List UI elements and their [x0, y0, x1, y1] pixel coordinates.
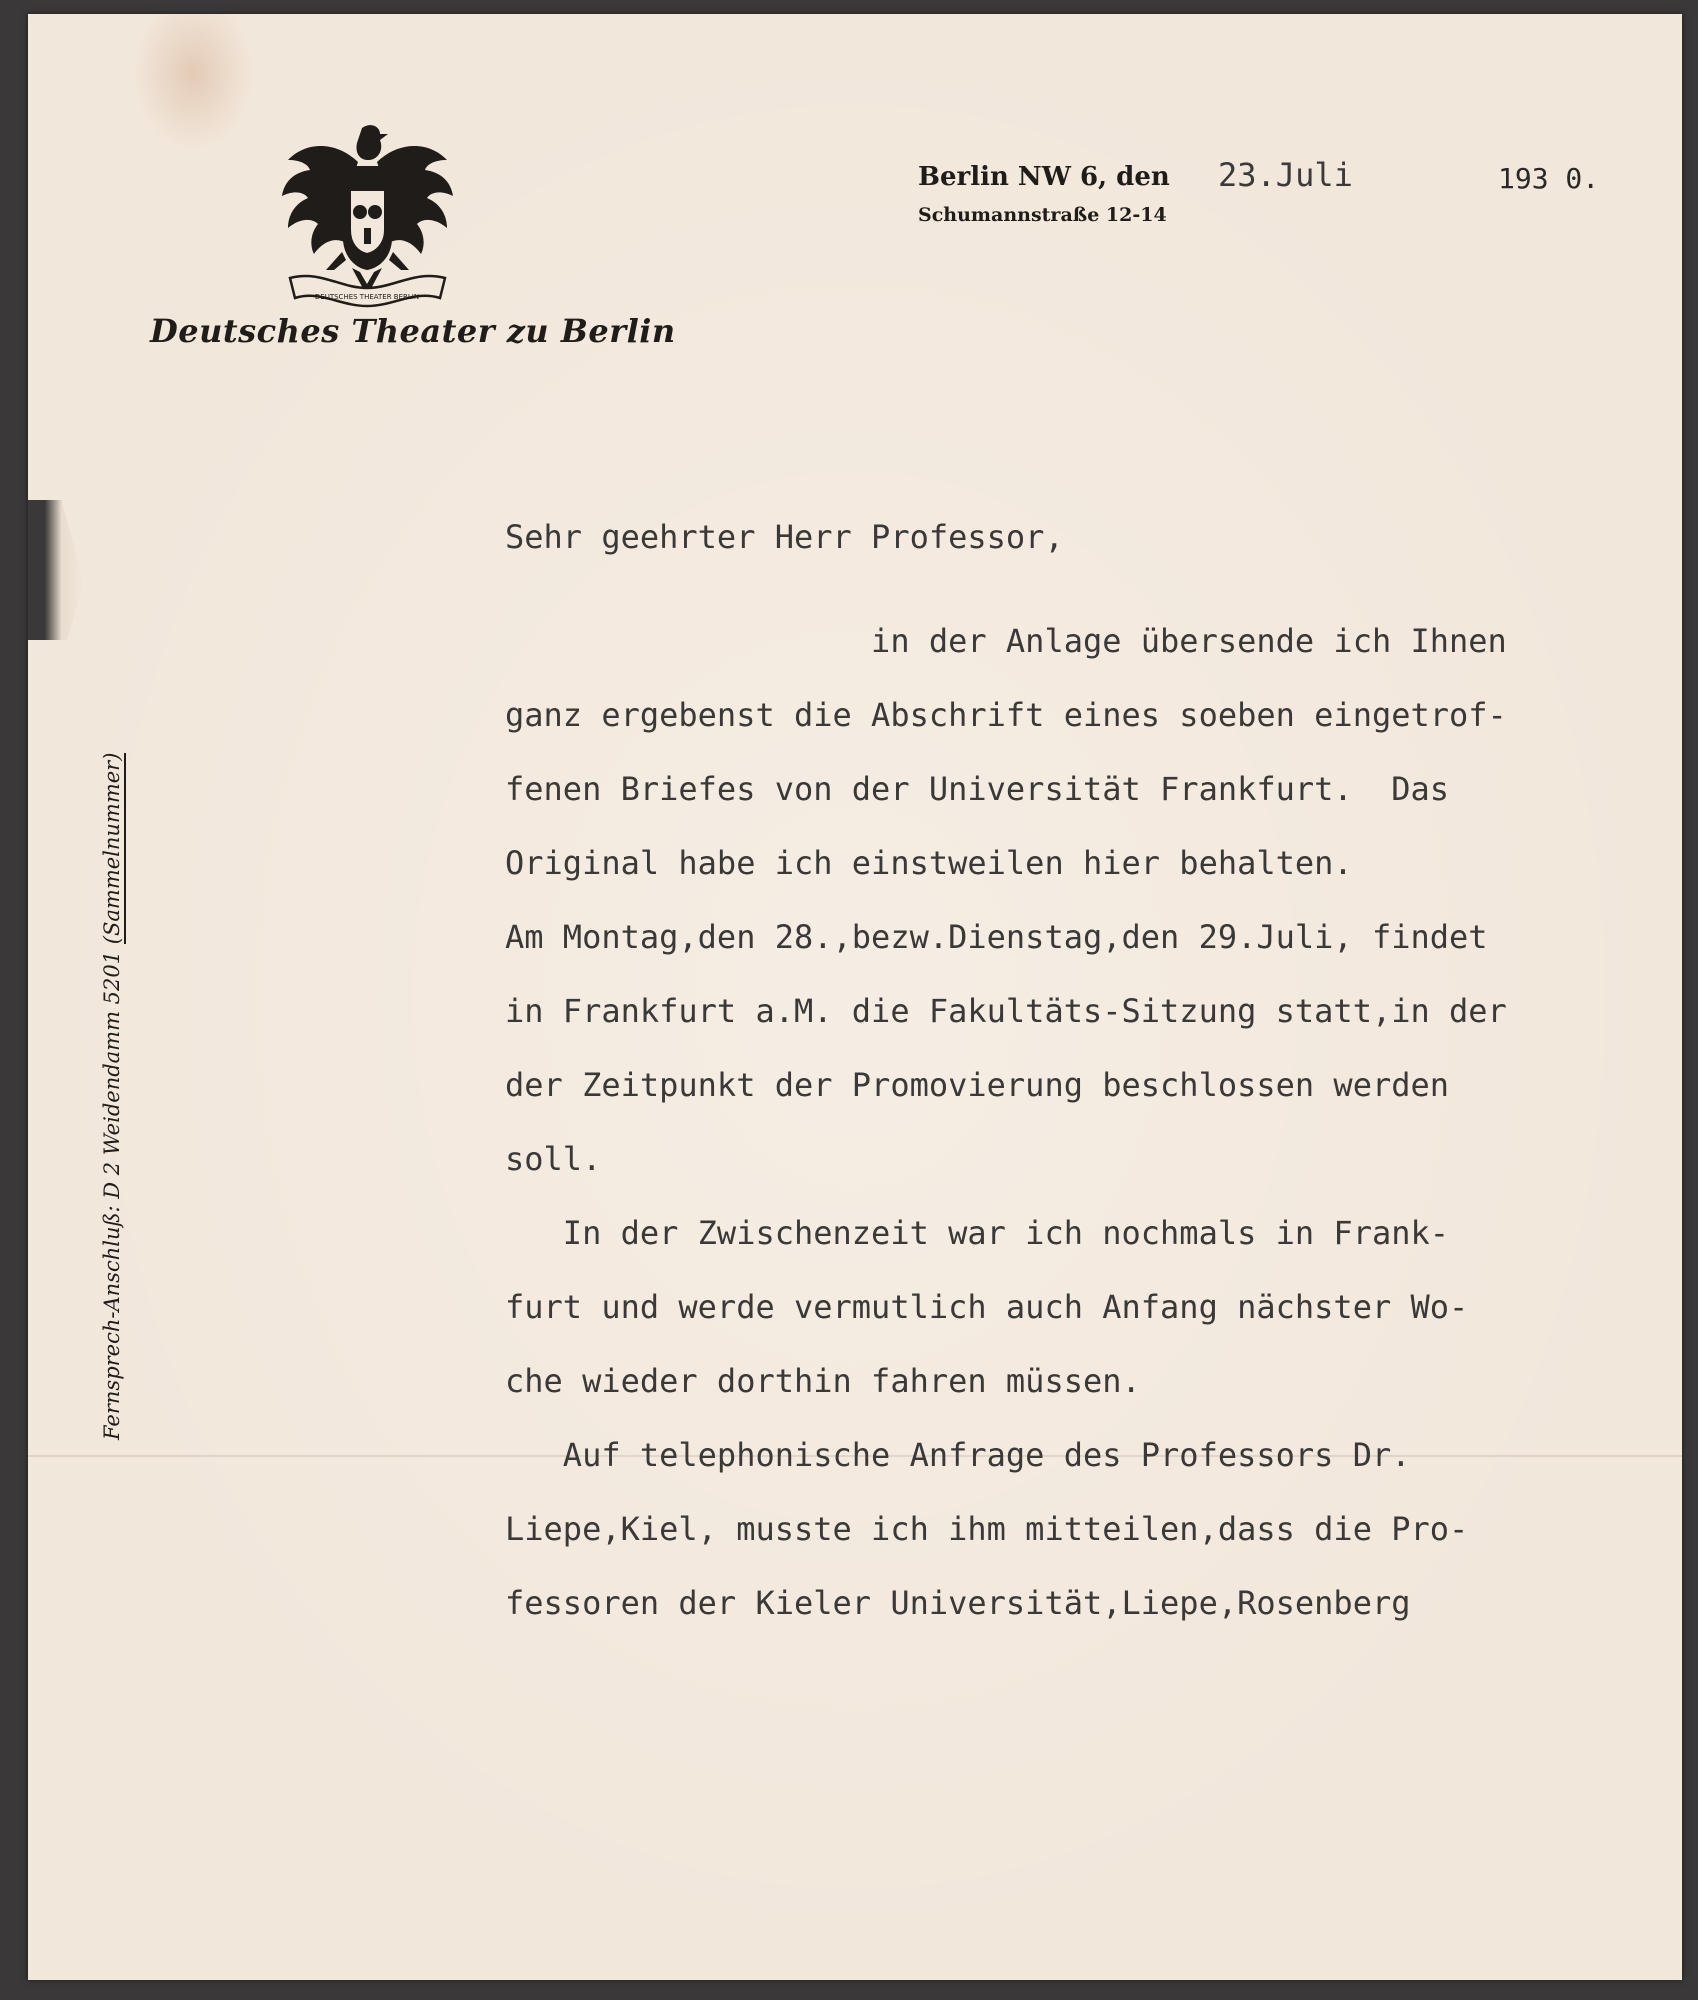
body-line: in der Anlage übersende ich Ihnen	[505, 622, 1507, 660]
letter-body	[505, 500, 1665, 1640]
phone-note: (Sammelnummer)	[100, 752, 124, 945]
body-line: Am Montag,den 28.,bezw.Dienstag,den 29.Juli, findet	[505, 918, 1488, 956]
eagle-crest-icon	[280, 120, 455, 310]
salutation: Sehr geehrter Herr Professor,	[505, 518, 1064, 556]
body-line: fenen Briefes von der Universität Frankfurt. Das	[505, 770, 1450, 808]
body-line: che wieder dorthin fahren müssen.	[505, 1362, 1141, 1400]
body-line: furt und werde vermutlich auch Anfang nächster Wo-	[505, 1288, 1469, 1326]
letter-date: 23.Juli	[1218, 156, 1353, 194]
body-line: In der Zwischenzeit war ich nochmals in Frank-	[505, 1214, 1450, 1252]
sender-place: Berlin NW 6, den	[918, 162, 1170, 192]
organization-name: Deutsches Theater zu Berlin	[150, 312, 676, 350]
body-line: soll.	[505, 1140, 602, 1178]
body-line: fessoren der Kieler Universität,Liepe,Rosenberg	[505, 1584, 1411, 1622]
body-line: ganz ergebenst die Abschrift eines soeben eingetrof-	[505, 696, 1507, 734]
sender-street: Schumannstraße 12-14	[918, 204, 1167, 226]
body-line: Original habe ich einstweilen hier behalten.	[505, 844, 1353, 882]
body-line: der Zeitpunkt der Promovierung beschlossen werden	[505, 1066, 1450, 1104]
letter-year: 193 0.	[1498, 162, 1600, 195]
body-line: in Frankfurt a.M. die Fakultäts-Sitzung statt,in der	[505, 992, 1507, 1030]
body-line: Liepe,Kiel, musste ich ihm mitteilen,dass die Pro-	[505, 1510, 1469, 1548]
phone-number: Fernsprech-Anschluß: D 2 Weidendamm 5201	[100, 950, 124, 1440]
body-line: Auf telephonische Anfrage des Professors Dr.	[505, 1436, 1411, 1474]
svg-text:DEUTSCHES THEATER BERLIN: DEUTSCHES THEATER BERLIN	[314, 293, 420, 301]
phone-connection	[100, 700, 124, 1440]
